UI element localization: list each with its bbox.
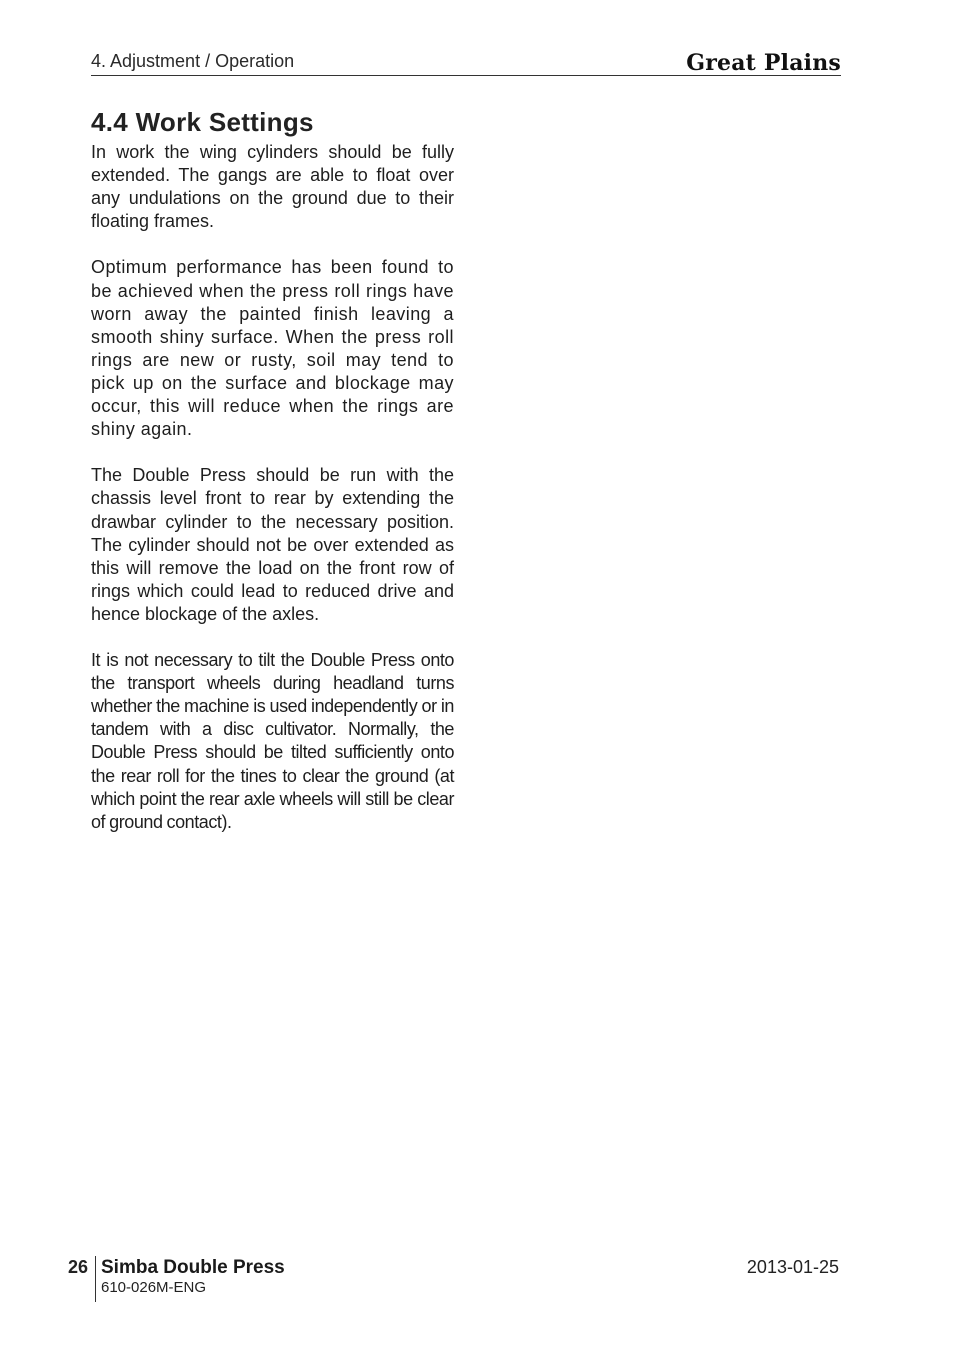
paragraph-headland-turns: It is not necessary to tilt the Double Press onto the transport wheels during headland turns whether the machine is used independently or in tandem with a disc cultivator. Normally, the Double Press should be tilted sufficiently onto the rear roll for the tines to clear the ground (at which point the rear axle wheels will still be clear of ground contact). bbox=[91, 650, 454, 832]
footer-product-title: Simba Double Press bbox=[101, 1257, 285, 1278]
footer-divider bbox=[95, 1256, 96, 1302]
paragraph-wing-cylinders: In work the wing cylinders should be fully extended. The gangs are able to float over any undulations on the ground due to their floating frames. bbox=[91, 142, 454, 232]
footer-document-code: 610-026M-ENG bbox=[101, 1279, 207, 1296]
paragraph-chassis-level: The Double Press should be run with the chassis level front to rear by extending the drawbar cylinder to the necessary position. The cylinder should not be over extended as this will remove the load on the front row of rings which could lead to reduced drive and hence blockage of the axles. bbox=[91, 465, 454, 624]
section-title: 4.4 Work Settings bbox=[91, 107, 314, 137]
paragraph-optimum-performance: Optimum performance has been found to be achieved when the press roll rings have worn away the painted finish leaving a smooth shiny surface. When the press roll rings are new or rusty, soil may tend to pick up on the surface and blockage may occur, this will reduce when the rings are shiny again. bbox=[91, 257, 454, 440]
body-text bbox=[91, 141, 454, 857]
header-divider bbox=[91, 75, 841, 76]
brand-logo: Great Plains bbox=[686, 50, 841, 76]
page-number: 26 bbox=[68, 1257, 89, 1277]
footer-date: 2013-01-25 bbox=[746, 1257, 839, 1277]
header-section-label: 4. Adjustment / Operation bbox=[91, 51, 295, 71]
